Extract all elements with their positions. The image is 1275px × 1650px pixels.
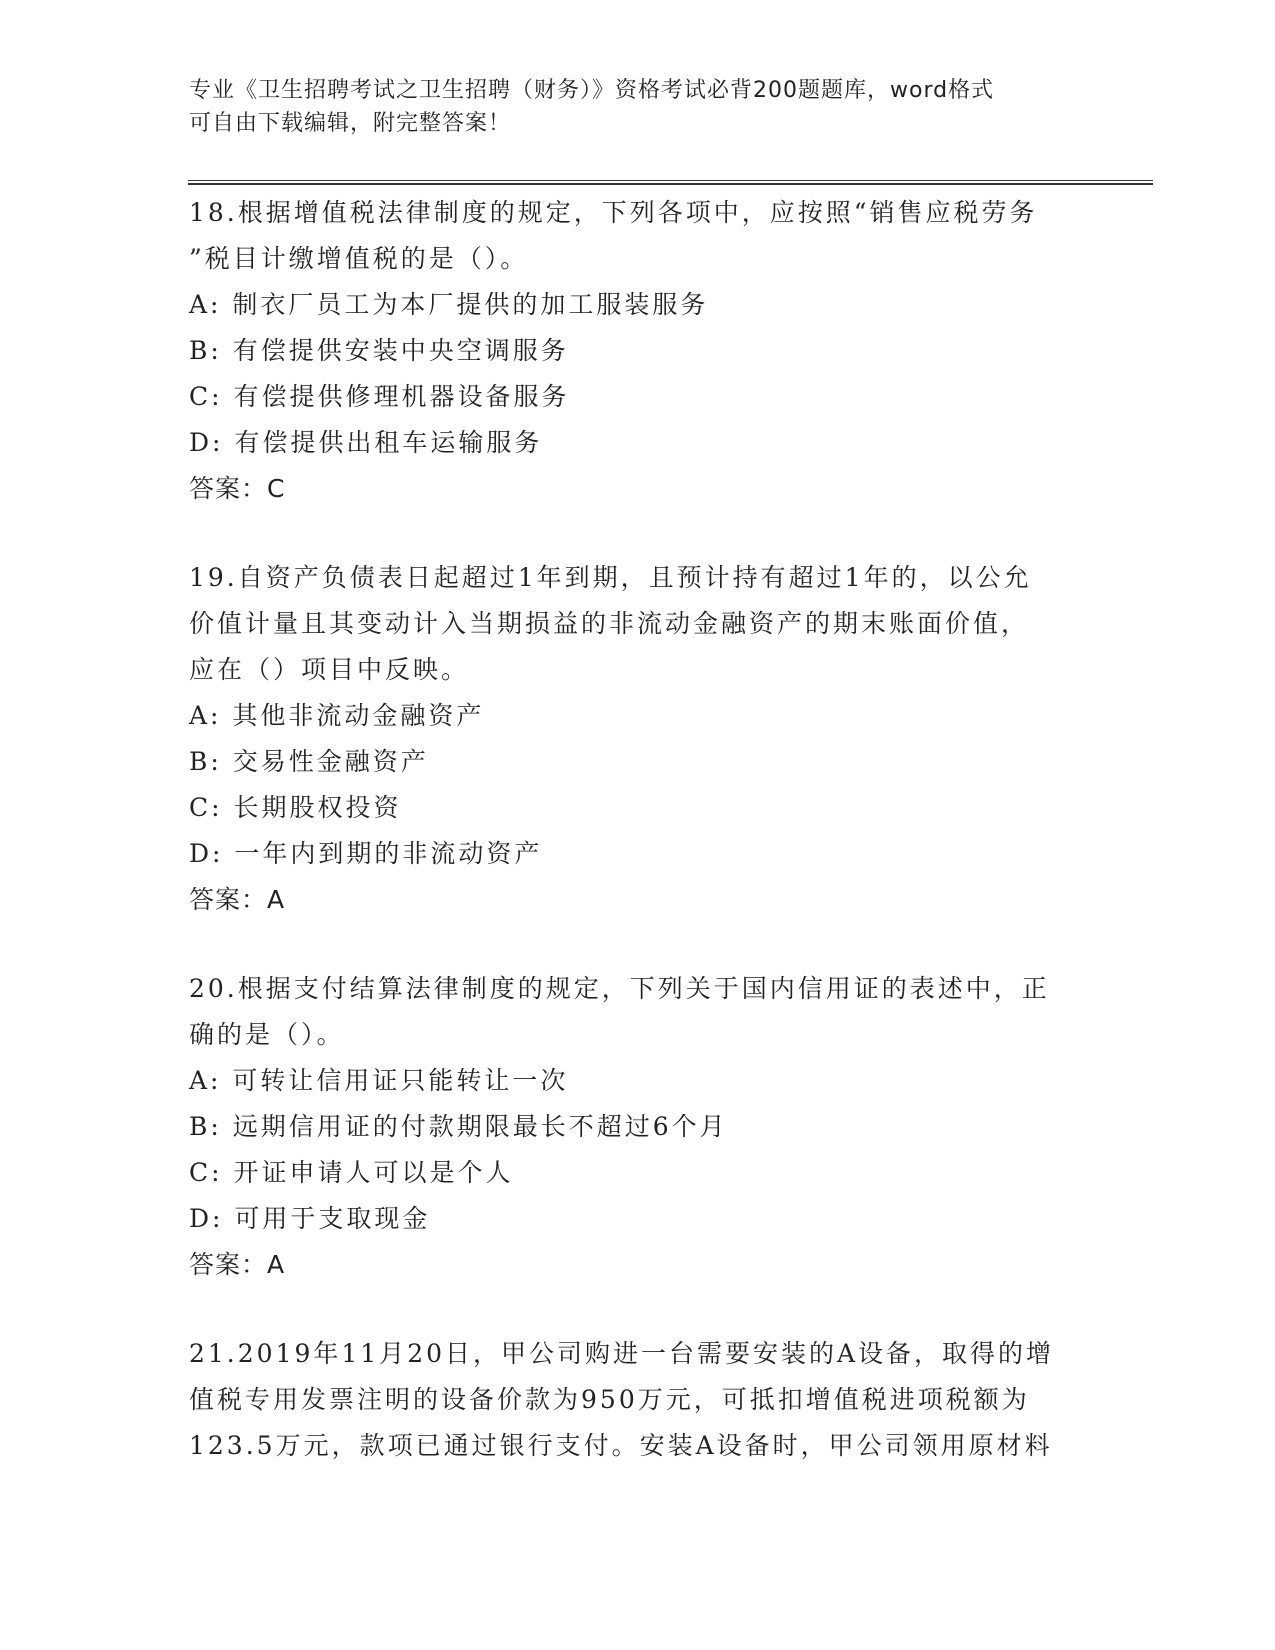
option-a: A: 可转让信用证只能转让一次 <box>189 1066 569 1095</box>
option-d: D: 有偿提供出租车运输服务 <box>189 428 543 457</box>
question-stem-line: 价值计量且其变动计入当期损益的非流动金融资产的期末账面价值， <box>189 609 1030 638</box>
answer: 答案：A <box>189 885 286 914</box>
answer: 答案：A <box>189 1250 286 1279</box>
question-stem-line: 18.根据增值税法律制度的规定，下列各项中，应按照“销售应税劳务 <box>189 198 1038 227</box>
option-b: B: 有偿提供安装中央空调服务 <box>189 336 569 365</box>
question-21 <box>189 1331 1089 1469</box>
option-d: D: 可用于支取现金 <box>189 1204 431 1233</box>
question-stem-line: 19.自资产负债表日起超过1年到期，且预计持有超过1年的，以公允 <box>189 563 1032 592</box>
option-a: A: 其他非流动金融资产 <box>189 701 485 730</box>
option-d: D: 一年内到期的非流动资产 <box>189 839 543 868</box>
option-b: B: 交易性金融资产 <box>189 747 429 776</box>
question-stem-line: ”税目计缴增值税的是（）。 <box>189 244 529 273</box>
question-stem-line: 20.根据支付结算法律制度的规定，下列关于国内信用证的表述中，正 <box>189 974 1050 1003</box>
question-18 <box>189 190 1089 512</box>
question-stem-line: 确的是（）。 <box>189 1020 345 1049</box>
question-19 <box>189 555 1089 923</box>
option-a: A: 制衣厂员工为本厂提供的加工服装服务 <box>189 290 709 319</box>
answer: 答案：C <box>189 474 286 503</box>
option-b: B: 远期信用证的付款期限最长不超过6个月 <box>189 1112 728 1141</box>
option-c: C: 有偿提供修理机器设备服务 <box>189 382 570 411</box>
question-20 <box>189 966 1089 1288</box>
document-header <box>189 74 1089 140</box>
option-c: C: 开证申请人可以是个人 <box>189 1158 514 1187</box>
question-stem-line: 值税专用发票注明的设备价款为950万元，可抵扣增值税进项税额为 <box>189 1385 1030 1414</box>
header-divider <box>188 180 1153 185</box>
question-stem-line: 21.2019年11月20日，甲公司购进一台需要安装的A设备，取得的增 <box>189 1339 1055 1368</box>
option-c: C: 长期股权投资 <box>189 793 402 822</box>
header-line-2: 可自由下载编辑，附完整答案！ <box>189 111 512 136</box>
question-list <box>189 190 1089 1512</box>
header-line-1: 专业《卫生招聘考试之卫生招聘（财务）》资格考试必背200题题库，word格式 <box>189 78 995 103</box>
question-stem-line: 应在（）项目中反映。 <box>189 655 470 684</box>
question-stem-line: 123.5万元，款项已通过银行支付。安装A设备时，甲公司领用原材料 <box>189 1431 1053 1460</box>
